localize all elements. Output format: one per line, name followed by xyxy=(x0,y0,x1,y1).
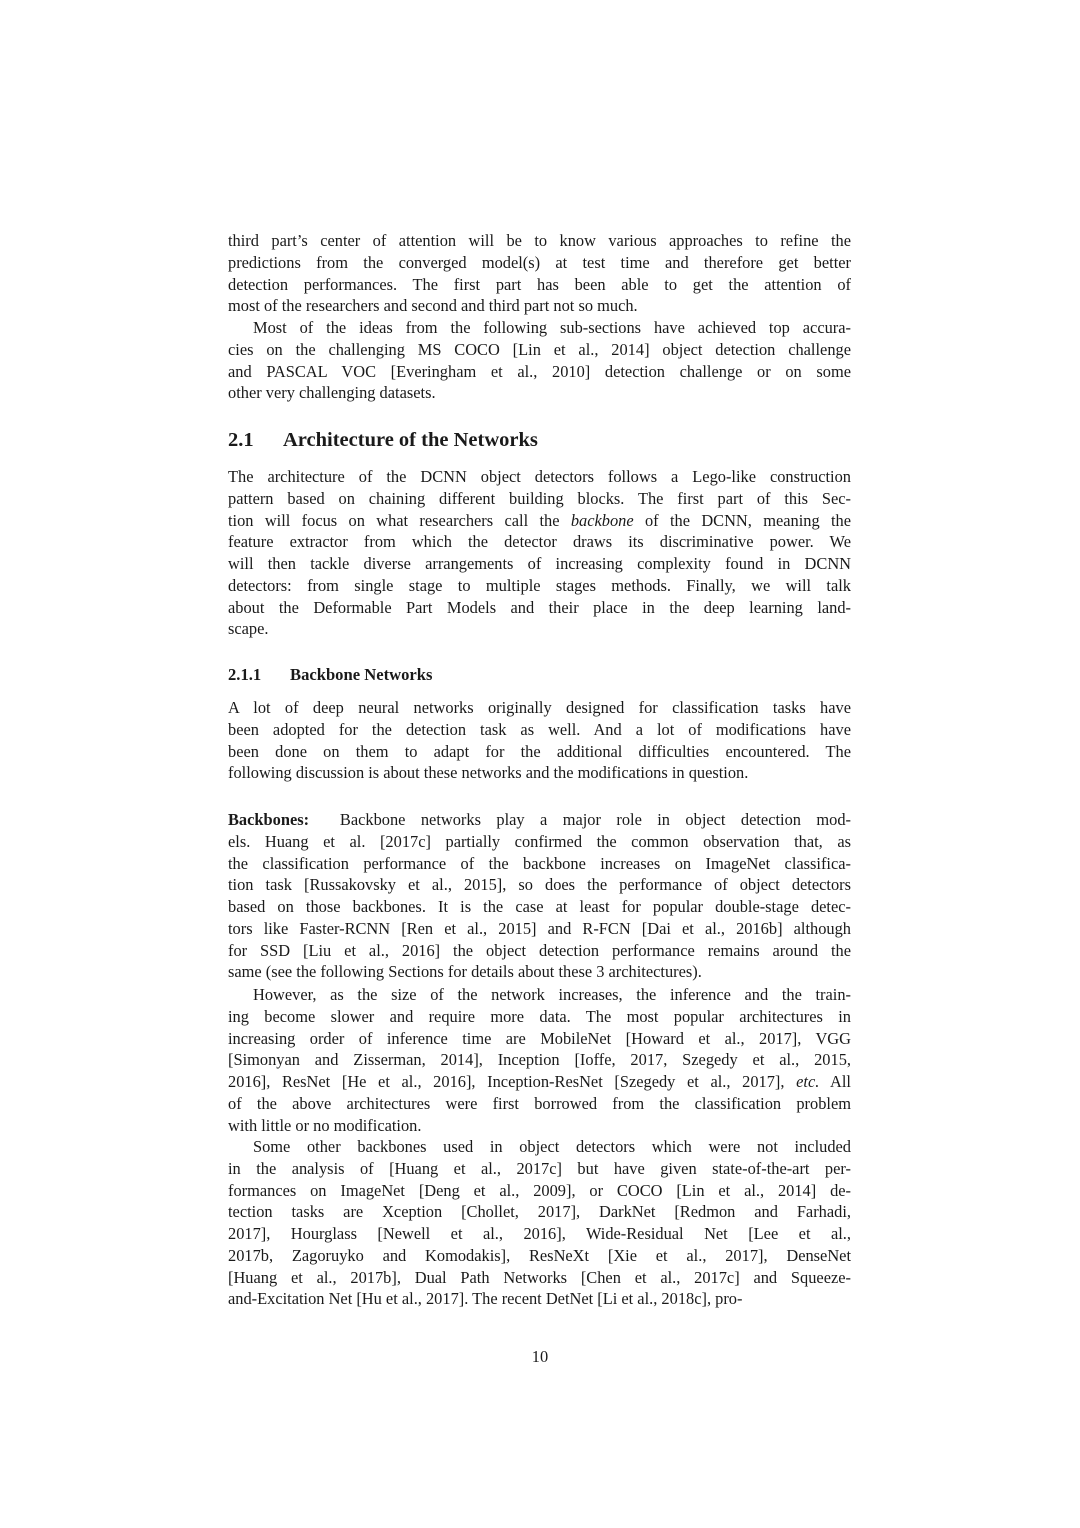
text-line: Some other backbones used in object detectors which were not included xyxy=(253,1137,851,1156)
subsection-heading xyxy=(228,665,432,685)
text-line: 2017], Hourglass [Newell et al., 2016], Wide-Residual Net [Lee et al., xyxy=(228,1224,851,1243)
text-line: tection tasks are Xception [Chollet, 2017], DarkNet [Redmon and Farhadi, xyxy=(228,1202,851,1222)
subsection-number: 2.1.1 xyxy=(228,665,262,684)
text-line: most of the researchers and second and third part not so much. xyxy=(228,296,638,316)
text-line: third part’s center of attention will be to know various approaches to refine the xyxy=(228,231,851,250)
text-line: for SSD [Liu et al., 2016] the object detection performance remains around the xyxy=(228,940,851,960)
subsection-title: Backbone Networks xyxy=(290,665,433,684)
text-line: increasing order of inference time are MobileNet [Howard et al., 2017], VGG xyxy=(228,1028,851,1048)
text-line xyxy=(228,510,851,532)
text-line: in the analysis of [Huang et al., 2017c] but have given state-of-the-art per- xyxy=(228,1158,851,1178)
text-line: and-Excitation Net [Hu et al., 2017]. The recent DetNet [Li et al., 2018c], pro- xyxy=(228,1289,743,1309)
paragraph-however xyxy=(228,984,851,1136)
text-line: cies on the challenging MS COCO [Lin et al., 2014] object detection challenge xyxy=(228,339,851,359)
section-title: Architecture of the Networks xyxy=(283,429,538,451)
text-line: been done on them to adapt for the additional difficulties encountered. The xyxy=(228,741,851,761)
text-span: of the DCNN, meaning the xyxy=(633,510,851,530)
text-line: of the above architectures were first borrowed from the classification problem xyxy=(228,1093,851,1113)
section-heading xyxy=(228,429,538,452)
text-line: ing become slower and require more data. The most popular architectures in xyxy=(228,1006,851,1026)
text-line: detectors: from single stage to multiple stages methods. Finally, we will talk xyxy=(228,575,851,595)
text-line: detection performances. The first part has been able to get the attention of xyxy=(228,274,851,294)
text-span: 2016], ResNet [He et al., 2016], Inception-ResNet [Szegedy et al., 2017], xyxy=(228,1072,797,1091)
paragraph-backbone-intro xyxy=(228,697,851,784)
text-line: pattern based on chaining different building blocks. The first part of this Sec- xyxy=(228,488,851,508)
page-number: 10 xyxy=(531,1347,549,1366)
text-line: The architecture of the DCNN object detectors follows a Lego-like construction xyxy=(228,467,851,486)
text-line: other very challenging datasets. xyxy=(228,383,436,403)
text-line: [Huang et al., 2017b], Dual Path Networks [Chen et al., 2017c] and Squeeze- xyxy=(228,1267,851,1287)
italic-text: etc. xyxy=(796,1072,820,1091)
text-line: predictions from the converged model(s) at test time and therefore get better xyxy=(228,252,851,272)
paragraph-architecture xyxy=(228,466,851,640)
text-line: formances on ImageNet [Deng et al., 2009], or COCO [Lin et al., 2014] de- xyxy=(228,1180,851,1200)
text-line: els. Huang et al. [2017c] partially confirmed the common observation that, as xyxy=(228,831,851,851)
text-line: However, as the size of the network increases, the inference and the train- xyxy=(253,985,851,1004)
text-line: tors like Faster-RCNN [Ren et al., 2015] and R-FCN [Dai et al., 2016b] although xyxy=(228,918,851,938)
italic-text: backbone xyxy=(570,510,634,530)
text-line: been adopted for the detection task as well. And a lot of modifications have xyxy=(228,719,851,739)
paragraph-other-backbones xyxy=(228,1136,851,1310)
text-span: Backbone networks play a major role in object detection mod- xyxy=(309,810,851,829)
text-line: with little or no modification. xyxy=(228,1115,422,1135)
text-line: and PASCAL VOC [Everingham et al., 2010] detection challenge or on some xyxy=(228,361,851,381)
text-line: [Simonyan and Zisserman, 2014], Inception [Ioffe, 2017, Szegedy et al., 2015, xyxy=(228,1050,851,1070)
paragraph-backbones xyxy=(228,809,851,983)
text-line: Most of the ideas from the following sub-sections have achieved top accura- xyxy=(253,318,851,337)
section-number: 2.1 xyxy=(228,429,254,451)
text-line: same (see the following Sections for details about these 3 architectures). xyxy=(228,962,702,982)
text-line: about the Deformable Part Models and their place in the deep learning land- xyxy=(228,597,851,617)
text-line: 2017b, Zagoruyko and Komodakis], ResNeXt [Xie et al., 2017], DenseNet xyxy=(228,1245,851,1265)
text-line: feature extractor from which the detector draws its discriminative power. We xyxy=(228,532,851,552)
bold-run-in-heading: Backbones: xyxy=(228,810,310,829)
text-line: the classification performance of the backbone increases on ImageNet classifica- xyxy=(228,853,851,873)
text-span: All xyxy=(819,1072,851,1091)
text-line: based on those backbones. It is the case at least for popular double-stage detec- xyxy=(228,897,851,916)
text-line: A lot of deep neural networks originally designed for classification tasks have xyxy=(228,698,851,717)
text-line: will then tackle diverse arrangements of increasing complexity found in DCNN xyxy=(228,554,851,573)
text-line: following discussion is about these networks and the modifications in question. xyxy=(228,763,749,783)
text-line: tion task [Russakovsky et al., 2015], so does the performance of object detectors xyxy=(228,875,851,895)
paragraph-intro-2 xyxy=(228,317,851,404)
text-span: tion will focus on what researchers call the xyxy=(228,510,571,530)
text-line xyxy=(228,809,851,831)
text-line xyxy=(228,1071,851,1093)
paragraph-intro-1 xyxy=(228,230,851,317)
text-line: scape. xyxy=(228,619,269,639)
